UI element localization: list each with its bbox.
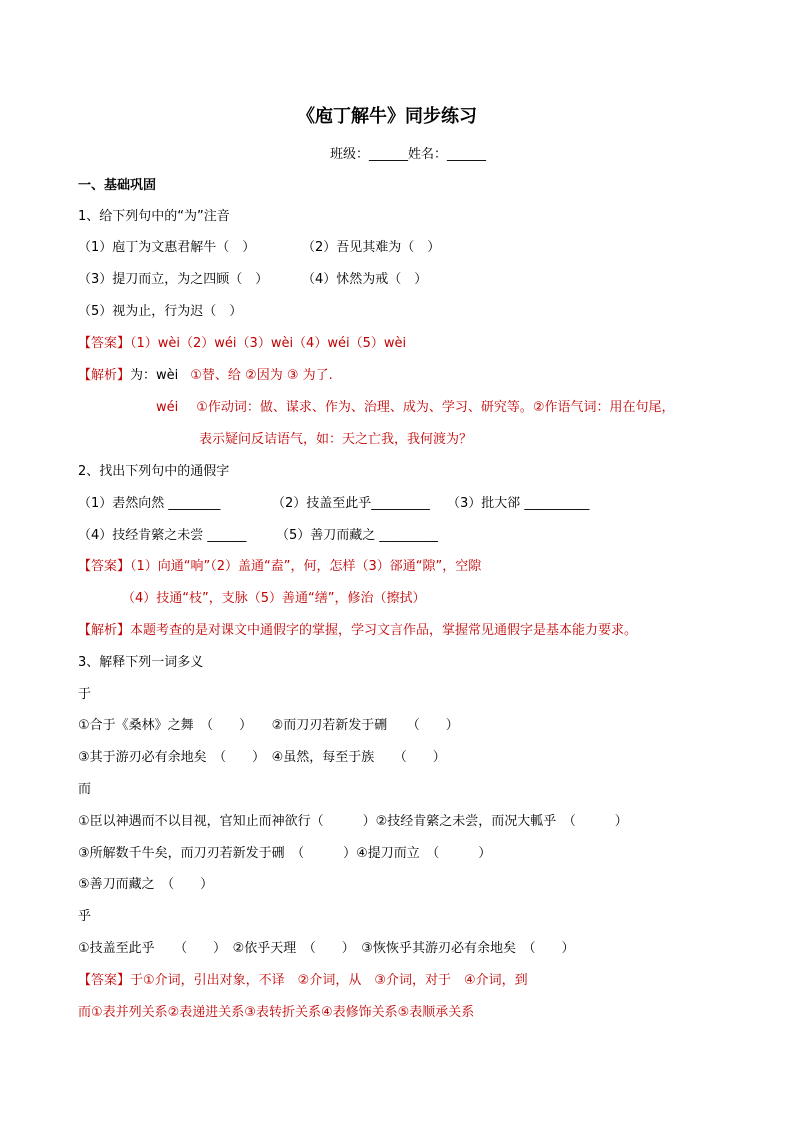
q2-item-5: （5）善刀而藏之 _________ [276, 528, 438, 543]
question-3-stem: 3、解释下列一词多义 [78, 655, 204, 670]
analysis-label: wéi [156, 400, 179, 415]
word-hu-line-1: ①技盖至此乎 （ ） ②依乎天理 （ ） ③恢恢乎其游刃必有余地矣 （ ） [78, 941, 575, 956]
word-yu-line-1: ①合于《桑林》之舞 （ ） ②而刀刃若新发于硎 （ ） [78, 718, 459, 733]
q2-answer-line-1 [78, 558, 481, 576]
question-1-stem: 1、给下列句中的“为”注音 [78, 209, 230, 224]
q1-item-4: （4）怵然为戒（ ） [302, 272, 428, 287]
q1-analysis-line-1 [78, 367, 333, 385]
q2-item-1: （1）砉然向然 ________ [78, 496, 221, 511]
analysis-text: ①替、给 ②因为 ③ 为了. [190, 368, 333, 383]
analysis-tag: 【解析】 [78, 623, 131, 638]
q1-analysis-line-3: 表示疑问反诘语气，如：天之亡我，我何渡为？ [199, 432, 473, 447]
q1-item-5: （5）视为止，行为迟（ ） [78, 304, 243, 319]
q1-item-3: （3）提刀而立，为之四顾（ ） [78, 272, 269, 287]
analysis-tag: 【解析】 [78, 368, 131, 383]
q2-item-2: （2）技盖至此乎_________ [272, 496, 430, 511]
answer-text: 于①介词，引出对象，不译 ②介词，从 ③介词，对于 ④介词，到 [130, 973, 528, 988]
answer-tag: 【答案】 [78, 559, 131, 574]
analysis-label: 为：wèi [130, 368, 179, 383]
section-heading: 一、基础巩固 [78, 178, 157, 193]
q1-item-2: （2）吾见其难为（ ） [302, 240, 441, 255]
q1-analysis-line-2 [156, 399, 675, 417]
q2-answer-line-2: （4）技通“枝”，支脉（5）善通“缮”，修治（擦拭） [122, 591, 426, 606]
word-yu-line-2: ③其于游刃必有余地矣 （ ） ④虽然，每至于族 （ ） [78, 750, 446, 765]
question-2-stem: 2、找出下列句中的通假字 [78, 464, 230, 479]
q3-answer-line-2: 而①表并列关系②表递进关系③表转折关系④表修饰关系⑤表顺承关系 [78, 1005, 475, 1020]
answer-text: （1）向通“响”（2）盖通“盍”，何，怎样（3）郤通“隙”，空隙 [130, 559, 482, 574]
answer-tag: 【答案】 [78, 973, 131, 988]
answer-tag: 【答案】 [78, 336, 131, 351]
q3-answer-line-1 [78, 972, 528, 990]
page-title: 《庖丁解牛》同步练习 [297, 106, 477, 127]
analysis-text: ①作动词：做、谋求、作为、治理、成为、学习、研究等。②作语气词：用在句尾， [196, 400, 675, 415]
q2-analysis [78, 622, 637, 640]
word-er-heading: 而 [78, 782, 92, 797]
answer-text: （1）wèi（2）wéi（3）wèi（4）wéi（5）wèi [130, 336, 407, 351]
word-hu-heading: 乎 [78, 909, 92, 924]
word-er-line-1: ①臣以神遇而不以目视，官知止而神欲行（ ）②技经肯綮之未尝，而况大軱乎 （ ） [78, 814, 628, 829]
class-name-line: 班级：______姓名：______ [330, 147, 487, 162]
word-yu-heading: 于 [78, 687, 92, 702]
q1-answer [78, 335, 406, 353]
q1-item-1: （1）庖丁为文惠君解牛（ ） [78, 240, 256, 255]
word-er-line-2: ③所解数千牛矣，而刀刃若新发于硎 （ ）④提刀而立 （ ） [78, 846, 492, 861]
analysis-text: 本题考查的是对课文中通假字的掌握，学习文言作品，掌握常见通假字是基本能力要求。 [130, 623, 638, 638]
q2-item-4: （4）技经肯綮之未尝 ______ [78, 528, 247, 543]
word-er-line-3: ⑤善刀而藏之 （ ） [78, 877, 214, 892]
q2-item-3: （3）批大郤 __________ [447, 496, 590, 511]
